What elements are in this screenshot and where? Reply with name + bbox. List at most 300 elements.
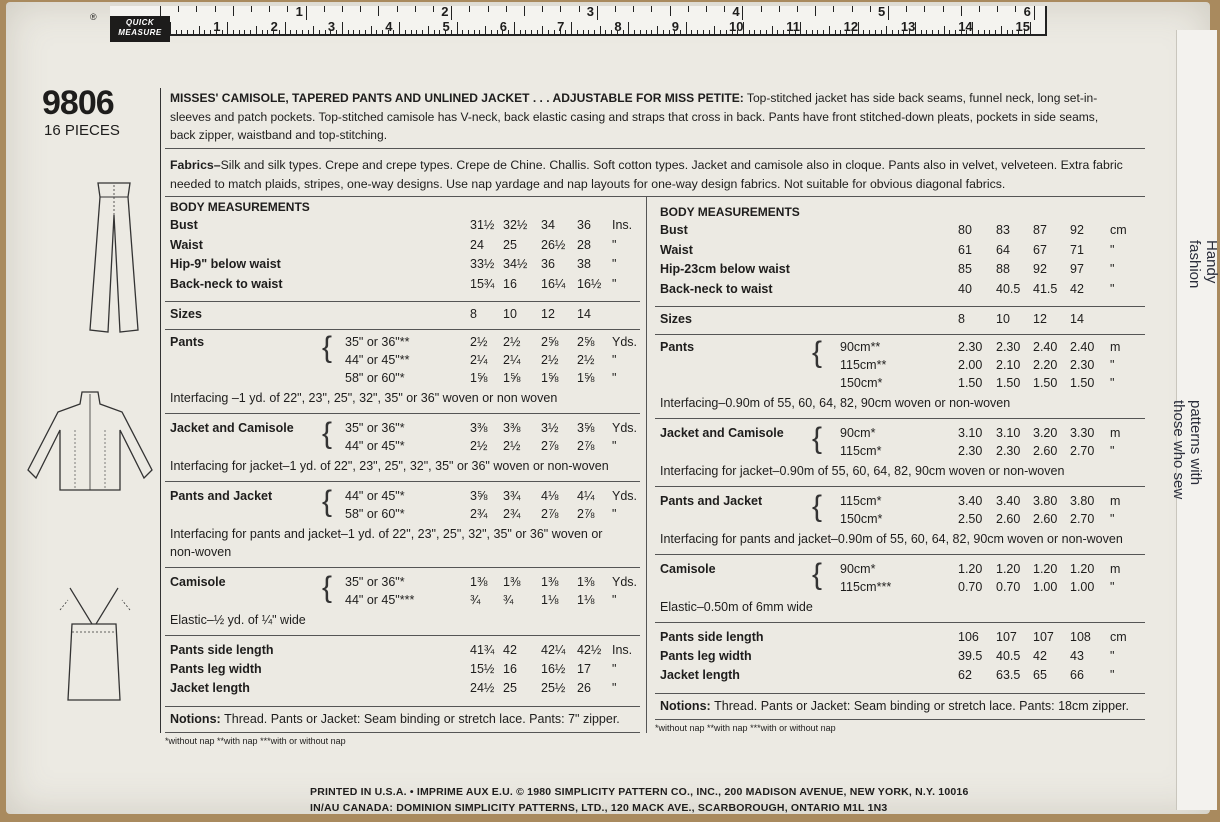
body-measurement-value: 83 (996, 223, 1010, 237)
ruler-cm-tick (680, 30, 681, 34)
side-flap-line: patterns with (1187, 400, 1204, 486)
ruler-cm-tick (497, 30, 498, 34)
body-measurements-heading: BODY MEASUREMENTS (660, 205, 800, 219)
body-measurement-value: 64 (996, 242, 1010, 257)
ruler-cm-tick (416, 30, 417, 34)
ruler-cm-tick (537, 30, 538, 34)
ruler-inch-tick (961, 6, 962, 16)
jacket-sketch (20, 390, 160, 495)
ruler-cm-tick (468, 30, 469, 34)
pants-label: Pants (170, 335, 205, 349)
ruler-inch-tick (852, 6, 853, 12)
ruler-inch-tick (251, 6, 252, 12)
ruler-cm-tick (250, 30, 251, 34)
ruler-cm-tick (376, 30, 377, 34)
pants-value: 2½ (577, 353, 595, 367)
body-measurement-value: 26½ (541, 237, 566, 252)
ruler-inch-label: 3 (586, 4, 595, 19)
ruler-inch-tick (797, 6, 798, 12)
ruler-cm-tick (726, 30, 727, 34)
section-divider (165, 301, 640, 302)
ruler-cm-tick (514, 22, 515, 34)
ruler-cm-tick (720, 30, 721, 34)
ruler-inch-label: 5 (878, 4, 886, 19)
pants-value: 1.50 (996, 376, 1021, 390)
body-measurement-unit: cm (1110, 223, 1127, 237)
ruler-cm-tick (777, 30, 778, 34)
pants-value: 2⅝ (541, 335, 559, 349)
ruler-inch-tick (433, 6, 434, 12)
size-value: 10 (503, 307, 517, 321)
pants-jacket-width: 58" or 60"* (345, 507, 405, 521)
ruler-inch-tick (633, 6, 634, 12)
ruler-cm-tick (984, 30, 985, 34)
pants-width: 150cm* (840, 376, 883, 390)
ruler-inch-tick (560, 6, 561, 12)
size-value: 14 (1070, 312, 1084, 326)
body-measurement-value: 40.5 (996, 281, 1021, 296)
ruler-inch-label: 1 (295, 4, 303, 19)
ruler-cm-tick (669, 30, 670, 34)
ruler-cm-tick (949, 30, 950, 34)
camisole-unit: m (1110, 562, 1121, 576)
pants-value: 2.40 (1033, 340, 1058, 354)
finished-measure-label: Jacket length (170, 681, 250, 695)
divider (165, 196, 1145, 197)
ruler-inch-tick (287, 6, 288, 12)
ruler-inch-tick (415, 6, 416, 12)
camisole-width: 35" or 36"* (345, 575, 405, 589)
jacket-camisole-value: 2⅞ (541, 439, 559, 453)
camisole-value: 1⅜ (503, 575, 521, 589)
pants-value: 2¼ (503, 353, 521, 367)
registered-mark: ® (90, 12, 97, 22)
body-measurement-label: Back-neck to waist (170, 276, 283, 291)
nap-footnote: *without nap **with nap ***with or without nap (655, 723, 836, 733)
ruler-inch-tick (524, 6, 525, 16)
ruler-cm-tick (531, 30, 532, 34)
finished-measure-value: 42¼ (541, 643, 566, 657)
finished-measure-value: 39.5 (958, 649, 983, 663)
ruler-cm-tick (869, 30, 870, 34)
camisole-label: Camisole (170, 575, 226, 589)
camisole-unit: " (612, 593, 617, 607)
ruler-cm-tick (989, 30, 990, 34)
pants-value: 1⅝ (503, 371, 521, 385)
pants-value: 1⅝ (541, 371, 559, 385)
jacket-camisole-label: Jacket and Camisole (170, 421, 294, 435)
pants-label: Pants (660, 340, 695, 354)
side-flap-line: those who sew (1170, 400, 1187, 500)
ruler-cm-tick (577, 30, 578, 34)
camisole-sketch (40, 580, 150, 705)
body-measurement-value: 32½ (503, 218, 528, 232)
pants-brace: { (812, 336, 823, 369)
pants-value: 2.20 (1033, 358, 1058, 372)
fabrics-text: Silk and silk types. Crepe and crepe types. Crepe de Chine. Challis. Soft cotton types. Jacket and camisole also in cloque. Pants also in velvet, velveteen. Extra fabric needed to match plaids, stripes, one-way designs. Use nap yardage and nap layouts for one-way design fabrics. Not suitable for obvious diagonal fabrics. (170, 158, 1123, 191)
pants-value: 2⅝ (577, 335, 595, 349)
ruler-cm-label: 12 (843, 19, 859, 34)
pants-unit: " (1110, 358, 1115, 372)
ruler-cm-tick (863, 30, 864, 34)
ruler-cm-label: 7 (557, 19, 565, 34)
side-flap-text (1186, 240, 1220, 288)
ruler-cm-tick (657, 26, 658, 34)
ruler-cm-tick (840, 30, 841, 34)
ruler-inch-tick (597, 6, 598, 20)
camisole-value: 1⅜ (541, 575, 559, 589)
pants-jacket-width: 115cm* (840, 494, 882, 508)
ruler-inch-tick (761, 6, 762, 12)
divider (165, 148, 1145, 149)
ruler-cm-tick (548, 30, 549, 34)
jacket-camisole-unit: m (1110, 426, 1121, 440)
sizes-label: Sizes (170, 307, 202, 321)
ruler-cm-tick (955, 30, 956, 34)
ruler-inch-tick (488, 6, 489, 12)
ruler-cm-tick (411, 30, 412, 34)
finished-measure-unit: " (1110, 668, 1115, 682)
finished-measure-value: 42 (1033, 649, 1047, 663)
canada-notice: IN/AU CANADA: DOMINION SIMPLICITY PATTERNS, LTD., 120 MACK AVE., SCARBOROUGH, ONTARIO M1L 1N3 (310, 802, 888, 814)
ruler-cm-tick (651, 30, 652, 34)
jacket-camisole-width: 44" or 45"* (345, 439, 405, 453)
jacket-camisole-value: 3.10 (958, 426, 983, 440)
finished-measure-unit: cm (1110, 630, 1127, 644)
ruler-cm-tick (170, 22, 171, 34)
finished-measure-value: 65 (1033, 668, 1047, 682)
ruler-cm-tick (623, 30, 624, 34)
body-measurement-value: 61 (958, 242, 972, 257)
finished-measure-value: 16 (503, 662, 517, 676)
pants-unit: " (1110, 376, 1115, 390)
ruler-inch-tick (651, 6, 652, 12)
pants-value: 1.50 (958, 376, 983, 390)
ruler-inch-tick (306, 6, 307, 20)
camisole-value: 1.20 (958, 562, 983, 576)
size-value: 12 (1033, 312, 1047, 326)
ruler-cm-tick (279, 30, 280, 34)
left-divider (160, 88, 161, 733)
pants-width: 44" or 45"** (345, 353, 410, 367)
ruler-cm-tick (571, 22, 572, 34)
ruler-cm-tick (800, 22, 801, 34)
finished-measure-value: 42 (503, 643, 517, 657)
ruler-cm-tick (817, 30, 818, 34)
body-measurement-unit: " (612, 257, 617, 271)
ruler-cm-tick (691, 30, 692, 34)
pants-width: 58" or 60"* (345, 371, 405, 385)
ruler-cm-tick (371, 26, 372, 34)
pants-value: 1.50 (1070, 376, 1095, 390)
ruler-cm-tick (588, 30, 589, 34)
pants-jacket-value: 2.60 (996, 512, 1021, 526)
ruler-cm-tick (204, 30, 205, 34)
quick-measure-badge: QUICK MEASURE (110, 16, 170, 42)
ruler-inch-tick (1015, 6, 1016, 12)
ruler-cm-tick (835, 30, 836, 34)
pants-jacket-width: 44" or 45"* (345, 489, 405, 503)
notions-text: Thread. Pants or Jacket: Seam binding or stretch lace. Pants: 7" zipper. (224, 712, 620, 726)
pants-jacket-label: Pants and Jacket (170, 489, 273, 503)
ruler-cm-tick (875, 30, 876, 34)
ruler-cm-tick (342, 22, 343, 34)
ruler-cm-tick (749, 30, 750, 34)
section-divider (655, 418, 1145, 419)
ruler-cm-tick (565, 30, 566, 34)
finished-measure-value: 66 (1070, 668, 1084, 682)
section-divider (655, 306, 1145, 307)
camisole-brace: { (812, 558, 823, 591)
ruler-inch-label: 6 (1023, 4, 1031, 19)
jacket-camisole-width: 115cm* (840, 444, 882, 458)
ruler-inch-tick (979, 6, 980, 12)
size-value: 8 (958, 312, 965, 326)
section-divider (655, 486, 1145, 487)
finished-measure-value: 107 (996, 630, 1017, 644)
ruler-cm-tick (393, 30, 394, 34)
body-measurement-label: Hip-9" below waist (170, 257, 281, 271)
section-divider (165, 706, 640, 707)
pants-jacket-unit: " (612, 507, 617, 521)
jacket-camisole-value: 2½ (503, 439, 521, 453)
finished-measure-label: Pants side length (660, 630, 764, 644)
pants-jacket-brace: { (812, 490, 823, 523)
camisole-label: Camisole (660, 562, 716, 576)
ruler-cm-tick (709, 30, 710, 34)
ruler-cm-tick (892, 30, 893, 34)
ruler-inch-tick (779, 6, 780, 12)
pants-value: 1⅝ (470, 371, 488, 385)
body-measurement-value: 42 (1070, 281, 1084, 296)
ruler-cm-tick (187, 30, 188, 34)
pants-value: 2.40 (1070, 340, 1095, 354)
ruler-cm-tick (663, 30, 664, 34)
ruler-inch-tick (724, 6, 725, 12)
pants-jacket-unit: m (1110, 494, 1121, 508)
ruler-cm-tick (944, 26, 945, 34)
ruler-cm-label: 4 (385, 19, 393, 34)
ruler-cm-tick (313, 26, 314, 34)
ruler-cm-label: 14 (958, 19, 973, 34)
body-measurement-unit: Ins. (612, 218, 633, 232)
ruler-inch-tick (943, 6, 944, 12)
pieces-count: 16 PIECES (44, 122, 120, 139)
camisole-value: 1.00 (1033, 580, 1058, 594)
ruler-cm-tick (405, 30, 406, 34)
body-measurement-value: 97 (1070, 262, 1084, 276)
pants-brace: { (322, 331, 333, 364)
size-value: 10 (996, 312, 1010, 326)
ruler-cm-tick (199, 26, 200, 34)
jacket-camisole-value: 3⅜ (470, 421, 488, 435)
body-measurement-unit: " (1110, 262, 1115, 276)
body-measurement-value: 24 (470, 237, 484, 252)
printed-notice: PRINTED IN U.S.A. • IMPRIME AUX E.U. © 1980 SIMPLICITY PATTERN CO., INC., 200 MADISON AVENUE, NEW YORK, N.Y. 10016 (310, 786, 969, 798)
section-divider (165, 567, 640, 568)
ruler-cm-tick (262, 30, 263, 34)
ruler-inch-tick (1034, 6, 1035, 20)
body-measurement-value: 92 (1033, 262, 1047, 276)
ruler-cm-tick (823, 30, 824, 34)
camisole-value: 1⅜ (577, 575, 595, 589)
pants-value: 2.30 (958, 340, 983, 354)
ruler-cm-tick (434, 30, 435, 34)
fabrics-section (170, 156, 1145, 193)
size-value: 8 (470, 307, 477, 321)
ruler-cm-tick (812, 30, 813, 34)
ruler-cm-tick (439, 30, 440, 34)
ruler-inch-tick (506, 6, 507, 12)
body-measurement-value: 34½ (503, 257, 528, 271)
ruler-cm-tick (646, 30, 647, 34)
jacket-camisole-value: 2⅞ (577, 439, 595, 453)
body-measurement-value: 16½ (577, 276, 602, 291)
ruler-cm-tick (995, 30, 996, 34)
jacket-camisole-value: 2.60 (1033, 444, 1058, 458)
body-measurement-value: 38 (577, 257, 591, 271)
finished-measure-value: 107 (1033, 630, 1054, 644)
section-divider (165, 329, 640, 330)
finished-measure-label: Pants leg width (660, 649, 752, 663)
body-measurement-value: 33½ (470, 257, 495, 271)
body-measurement-label: Hip-23cm below waist (660, 262, 790, 276)
ruler-cm-tick (325, 30, 326, 34)
ruler-cm-tick (806, 30, 807, 34)
ruler-cm-tick (222, 30, 223, 34)
ruler-cm-tick (772, 26, 773, 34)
pants-jacket-note: Interfacing for pants and jacket–0.90m of 55, 60, 64, 82, 90cm woven or non-woven (660, 532, 1123, 546)
finished-measure-value: 25 (503, 681, 517, 695)
ruler-inch-label: 4 (732, 4, 740, 19)
finished-measure-value: 62 (958, 668, 972, 682)
finished-measure-value: 106 (958, 630, 979, 644)
notions-text: Thread. Pants or Jacket: Seam binding or stretch lace. Pants: 18cm zipper. (714, 699, 1129, 713)
body-measurement-value: 40 (958, 281, 972, 296)
finished-measure-unit: " (1110, 649, 1115, 663)
finished-measure-label: Jacket length (660, 668, 740, 682)
ruler-cm-tick (285, 22, 286, 34)
finished-measure-value: 16½ (541, 662, 566, 676)
finished-measure-value: 41¾ (470, 643, 495, 657)
camisole-note: Elastic–½ yd. of ¼" wide (170, 613, 306, 627)
ruler-inch-tick (542, 6, 543, 12)
pants-value: 2.30 (1070, 358, 1095, 372)
pants-jacket-label: Pants and Jacket (660, 494, 763, 508)
ruler-cm-tick (754, 30, 755, 34)
ruler-cm-label: 2 (270, 19, 278, 34)
pants-jacket-width: 150cm* (840, 512, 883, 526)
ruler-cm-tick (227, 22, 228, 34)
camisole-value: 1.20 (1033, 562, 1058, 576)
jacket-camisole-value: 2½ (470, 439, 488, 453)
body-measurement-label: Bust (170, 218, 198, 232)
pants-jacket-value: 2.60 (1033, 512, 1058, 526)
side-flap-line: Handy (1203, 240, 1220, 284)
ruler-cm-tick (542, 26, 543, 34)
ruler-cm-tick (348, 30, 349, 34)
jacket-camisole-unit: " (612, 439, 617, 453)
pants-jacket-value: 2¾ (503, 507, 521, 521)
ruler-cm-tick (634, 30, 635, 34)
body-measurement-value: 31½ (470, 218, 495, 232)
ruler-cm-label: 5 (442, 19, 450, 34)
column-divider (646, 196, 647, 733)
jacket-camisole-unit: Yds. (612, 421, 638, 435)
section-divider (655, 554, 1145, 555)
jacket-camisole-width: 35" or 36"* (345, 421, 405, 435)
camisole-value: 1.20 (996, 562, 1021, 576)
jacket-camisole-brace: { (322, 417, 333, 450)
pattern-title: MISSES' CAMISOLE, TAPERED PANTS AND UNLINED JACKET . . . ADJUSTABLE FOR MISS PETITE: (170, 91, 744, 105)
body-measurements-heading: BODY MEASUREMENTS (170, 200, 310, 214)
body-measurement-value: 85 (958, 262, 972, 276)
pants-jacket-value: 2⅞ (541, 507, 559, 521)
ruler-cm-tick (474, 30, 475, 34)
ruler-inch-tick (360, 6, 361, 12)
ruler-cm-tick (399, 22, 400, 34)
pants-value: 2½ (470, 335, 488, 349)
pants-jacket-value: 4⅛ (541, 489, 559, 503)
ruler-cm-label: 6 (499, 19, 508, 34)
ruler-cm-tick (210, 30, 211, 34)
ruler-cm-tick (881, 30, 882, 34)
ruler-cm-tick (525, 30, 526, 34)
ruler-cm-tick (233, 30, 234, 34)
body-measurement-value: 41.5 (1033, 281, 1058, 296)
finished-measure-value: 26 (577, 681, 591, 695)
camisole-width: 115cm*** (840, 580, 892, 594)
ruler-cm-label: 13 (900, 19, 916, 34)
section-divider (655, 693, 1145, 694)
fabrics-label: Fabrics– (170, 158, 221, 172)
ruler-inch-label: 2 (441, 4, 449, 19)
pants-unit: " (612, 353, 617, 367)
ruler-cm-tick (978, 30, 979, 34)
nap-footnote: *without nap **with nap ***with or without nap (165, 736, 346, 746)
sizes-label: Sizes (660, 312, 692, 326)
ruler-inch-tick (706, 6, 707, 12)
pants-jacket-value: 3⅝ (470, 489, 488, 503)
ruler-inch-tick (196, 6, 197, 12)
jacket-camisole-value: 3½ (541, 421, 559, 435)
pants-value: 2.10 (996, 358, 1021, 372)
pants-unit: Yds. (612, 335, 638, 349)
camisole-unit: " (1110, 580, 1115, 594)
jacket-camisole-width: 90cm* (840, 426, 876, 440)
side-flap-line: fashion (1186, 240, 1203, 289)
pants-jacket-value: 2⅞ (577, 507, 595, 521)
notions-line (660, 699, 1129, 713)
ruler-inch-tick (688, 6, 689, 12)
ruler-cm-tick (422, 30, 423, 34)
ruler-cm-tick (462, 30, 463, 34)
ruler-cm-tick (479, 30, 480, 34)
body-measurement-value: 16¼ (541, 276, 566, 291)
finished-measure-value: 17 (577, 662, 591, 676)
section-divider (165, 635, 640, 636)
pants-jacket-value: 4¼ (577, 489, 595, 503)
section-divider (165, 732, 640, 733)
finished-measure-value: 43 (1070, 649, 1084, 663)
body-measurement-value: 25 (503, 237, 517, 252)
ruler-inch-tick (378, 6, 379, 16)
pants-width: 35" or 36"** (345, 335, 410, 349)
jacket-camisole-value: 3.10 (996, 426, 1021, 440)
pants-unit: " (612, 371, 617, 385)
ruler-inch-tick (997, 6, 998, 12)
ruler-cm-tick (365, 30, 366, 34)
